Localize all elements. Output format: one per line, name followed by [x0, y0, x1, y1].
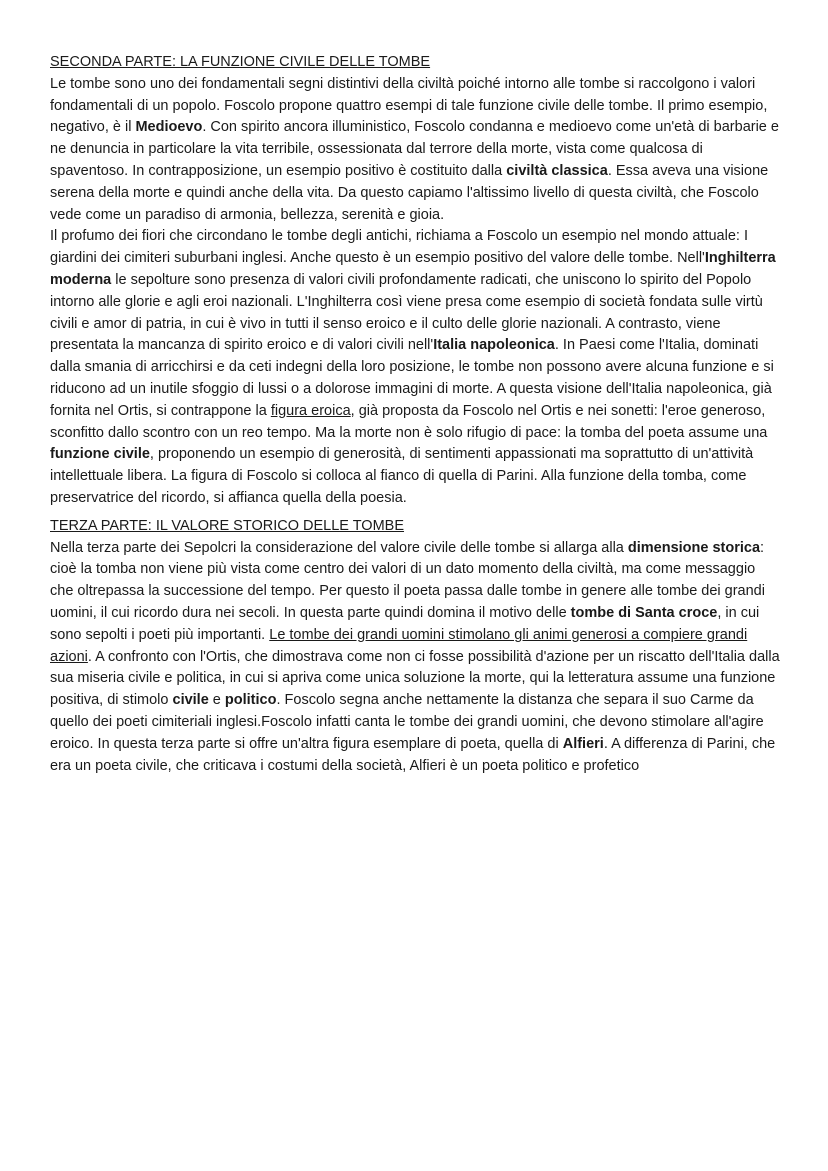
text-run: . Foscolo segna anche nettamente la distanza che separa il suo Carme da quello dei poeti cimiteriali inglesi.Foscolo infatti canta le tombe dei grandi uomini, che devono stimolare all'agire eroico. In questa terza parte si offre un'altra figura esemplare di poeta, quella di: [50, 692, 764, 752]
text-run: , già proposta da Foscolo nel Ortis e nei sonetti: l'eroe generoso, sconfitto dallo scontro con un reo tempo. Ma la morte non è solo rifugio di pace: la tomba del poeta assume una: [50, 402, 768, 441]
text-run: e: [208, 692, 225, 709]
paragraph: [50, 226, 782, 509]
text-run: . A differenza di Parini, che era un poeta civile, che criticava i costumi della società, Alfieri è un poeta politico e profetico: [50, 735, 776, 774]
bold-term-tombe-santa-croce: tombe di Santa croce: [570, 604, 718, 621]
bold-term-alfieri: Alfieri: [562, 735, 604, 752]
text-run: . Essa aveva una visione serena della morte e quindi anche della vita. Da questo capiamo l'altissimo livello di questa civiltà, che Foscolo vede come un paradiso di armonia, bellezza, serenità e gioia.: [50, 162, 769, 223]
section-heading: TERZA PARTE: IL VALORE STORICO DELLE TOMBE: [50, 517, 405, 534]
section-seconda-parte: [50, 52, 782, 510]
bold-term-italia-napoleonica: Italia napoleonica: [433, 337, 555, 354]
text-run: , proponendo un esempio di generosità, di sentimenti appassionati ma soprattutto di un'attività intellettuale libera. La figura di Foscolo si colloca al fianco di quella di Parini. Alla funzione della tomba, come preservatrice del ricordo, si affianca quella della poesia.: [50, 446, 754, 506]
section-terza-parte: [50, 516, 782, 778]
section-heading: SECONDA PARTE: LA FUNZIONE CIVILE DELLE TOMBE: [50, 54, 431, 70]
text-run: . A confronto con l'Ortis, che dimostrava come non ci fosse possibilità d'azione per un riscatto dell'Italia dalla sua miseria civile e politica, in cui si apriva come unica soluzione la morte, qui la letteratura assume una funzione positiva, di stimolo: [50, 648, 780, 709]
text-run: , in cui sono sepolti i poeti più importanti.: [50, 604, 760, 643]
text-run: . Con spirito ancora illuministico, Foscolo condanna e medioevo come un'età di barbarie e ne denuncia in particolare la vita terribile, ossessionata dal terrore della morte, vista come qualcosa di spaventoso. In contrapposizione, un esempio positivo è costituito dalla: [50, 119, 779, 179]
paragraph: [50, 538, 782, 778]
bold-term-civilta-classica: civiltà classica: [506, 162, 608, 179]
underlined-term-figura-eroica: figura eroica: [270, 402, 351, 419]
underlined-sentence: Le tombe dei grandi uomini stimolano gli animi generosi a compiere grandi azioni: [50, 626, 748, 665]
text-run: : cioè la tomba non viene più vista come centro dei valori di un dato momento della civiltà, ma come messaggio che oltrepassa la successione del tempo. Per questo il poeta passa dalle tombe in genere alle tombe dei grandi uomini, il cui ricordo dura nei secoli. In questa parte quindi domina il motivo delle: [50, 539, 765, 621]
text-run: Il profumo dei fiori che circondano le tombe degli antichi, richiama a Foscolo un esempio nel mondo attuale: I giardini dei cimiteri suburbani inglesi. Anche questo è un esempio positivo del valore delle tombe. Nell': [50, 228, 748, 267]
bold-term-medioevo: Medioevo: [135, 119, 203, 136]
text-run: Nella terza parte dei Sepolcri la considerazione del valore civile delle tombe si allarga alla: [50, 539, 628, 556]
paragraph: [50, 74, 782, 227]
bold-term-civile: civile: [172, 692, 209, 709]
document-page: [50, 52, 782, 777]
text-run: le sepolture sono presenza di valori civili profondamente radicati, che uniscono lo spirito del Popolo intorno alle glorie e agli eroi nazionali. L'Inghilterra così viene presa come esempio di società fondata sulle virtù civili e amor di patria, in cui è vivo in tutti il senso eroico e il culto delle glorie nazionali. A contrasto, viene presentata la mancanza di spirito eroico e di valori civili nell': [50, 271, 763, 354]
bold-term-inghilterra-moderna: Inghilterra moderna: [50, 250, 776, 288]
text-run: Le tombe sono uno dei fondamentali segni distintivi della civiltà poiché intorno alle tombe si raccolgono i valori fondamentali di un popolo. Foscolo propone quattro esempi di tale funzione civile delle tombe. Il primo esempio, negativo, è il: [50, 75, 768, 136]
bold-term-dimensione-storica: dimensione storica: [627, 539, 761, 556]
bold-term-politico: politico: [224, 692, 277, 709]
text-run: . In Paesi come l'Italia, dominati dalla smania di arricchirsi e da ceti indegni della loro posizione, le tombe non possono avere alcuna funzione e si riducono ad un inutile sfoggio di lussi o a dolorose immagini di morte. A questa visione dell'Italia napoleonica, già fornita nel Ortis, si contrappone la: [50, 337, 774, 419]
bold-term-funzione-civile: funzione civile: [50, 446, 150, 463]
